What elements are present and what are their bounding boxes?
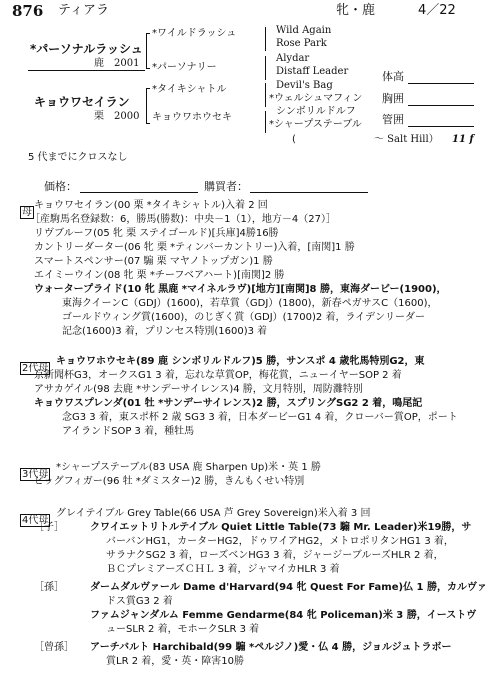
g3-3: Alydar [276,53,310,64]
height-label: 体高 [382,70,404,83]
second-dam-2: 京新聞杯G3，オークスG1 3 着，忘れな草賞OP，梅花賞，ニューイヤーSOP 2 着 [34,370,402,381]
great-grandchild-tag: ［曾孫］ [34,642,74,653]
sire-dam: *パーソナリー [152,62,217,73]
child-2: バーバンHG1，カーターHG2，ドゥワイアHG2，メトロポリタンHG1 3 着， [106,536,454,547]
dam-dam: キョウワホウセキ [152,112,232,123]
price-field[interactable] [80,192,198,193]
water-pride-1: ウォータープライド(10 牝 黒鹿 *マイネルラヴ)[地方][南関]8 勝，東海ダービー(1900)， [34,284,447,295]
dam-name: キョウワセイラン [34,95,130,109]
inbreed-note: 5 代までにクロスなし [28,152,128,163]
grandchild-1: ダームダルヴァール Dame d'Harvard(94 牝 Quest For Fame)仏 1 勝，カルヴァ [90,582,487,593]
fourth-dam-head: グレイテイブル Grey Table(66 USA 芦 Grey Sovereign)米入着 3 回 [56,508,371,519]
dam-foal-4: エイミーウイン(08 牝 栗 *チーフベアハート)[南関]2 勝 [34,270,285,281]
dam-foal-3: スマートスペンサー(07 騸 栗 マヤノトップガン)1 勝 [34,256,273,267]
grandchild-tag: ［孫］ [34,582,64,593]
water-pride-4: 記念(1600)3 着，プリンセス特別(1600)3 着 [62,326,268,337]
g3-1: Wild Again [276,25,332,36]
grandchild-4: ューSLR 2 着，モホークSLR 3 着 [106,624,260,635]
second-dam-5: 念G3 3 着，東スポ杯 2 歳 SG3 3 着，日本ダービーG1 4 着，クローバー賞OP，ポート [62,412,458,423]
dam-foal-2: カントリーダーター(06 牝 栗 *ティンバーカントリー)入着，[南関]1 勝 [34,242,355,253]
horse-name: ティアラ [58,3,109,18]
g3-7: シンボリルドルフ [276,106,356,117]
third-dam-2: ビッグフィガー(96 牡 *ダミスター)2 勝，きんもくせい特別 [34,476,305,487]
dam-foal-1: リヴブルーフ(05 牝 栗 ステイゴールド)[兵庫]4勝16勝 [34,228,279,239]
child-tag: ［子］ [34,522,64,533]
g3-2: Rose Park [276,38,327,49]
g3-6: *ウェルシュマフィン [269,93,363,104]
cannon-field[interactable] [408,126,474,127]
great-grandchild-1: アーチバルト Harchibald(99 騸 *ペルジノ)愛・仏 4 勝，ジョルジュトラボー [90,642,452,653]
grandchild-2: ドス賞G3 2 着 [106,596,173,607]
water-pride-2: 東海クイーンC（GDJ）(1600)，若草賞（GDJ）(1800)，新春ペガサスC（1600)， [62,298,438,309]
dam-sire: *タイキシャトル [152,84,227,95]
g3-4: Distaff Leader [276,66,349,77]
height-field[interactable] [408,83,474,84]
second-dam-3: アサカゲイル(98 去鹿 *サンデーサイレンス)4 勝，文月特別，周防灘特別 [34,384,363,395]
sire-color: 鹿 [94,58,104,69]
g3-8: *シャープステーブル [269,119,362,130]
cannon-label: 管囲 [382,113,404,126]
water-pride-3: ゴールドウィング賞(1600)，のじぎく賞（GDJ）(1700)2 着，ライデンリーダー [62,312,425,323]
sex-color: 牝・鹿 [336,3,376,18]
buyer-label: 購買者： [204,180,248,193]
sire-year: 2001 [114,58,140,69]
family-number: 11 f [452,134,474,145]
child-4: ＢＣプレミアーズＣＨＬ 3 着，ジャマイカHLR 3 着 [106,564,340,575]
grandchild-3: ファムジャンダルム Femme Gendarme(84 牝 Policeman)米 3 勝，イーストヴ [90,610,477,621]
sire-sire: *ワイルドラッシュ [152,28,237,39]
price-label: 価格： [44,180,77,193]
second-dam-4: キョウワスプレンダ(01 牡 *サンデーサイレンス)2 勝，スプリングSG2 2 着，鳴尾記 [34,398,423,409]
bottom-tail: ～ Salt Hill） [374,134,439,145]
second-dam-tag: 2代母 [22,363,49,374]
dam-year: 2000 [114,111,140,122]
great-grandchild-2: 賞LR 2 着，愛・英・障害10勝 [106,656,244,667]
bottom-open: ( [292,134,296,145]
third-dam-tag: 3代母 [22,469,49,480]
dam-color: 栗 [94,111,104,122]
second-dam-1: キョウワホウセキ(89 鹿 シンボリルドルフ)5 勝，サンスポ 4 歳牝馬特別G2，東 [56,356,425,367]
second-dam-6: アイランドSOP 3 着，種牡馬 [62,426,195,437]
dam-stats: ［産駒馬名登録数：6，勝馬(勝数)：中央－1（1），地方－4（27）］ [30,214,336,225]
child-1: クワイエットリトルテイブル Quiet Little Table(73 騸 Mr. Leader)米19勝，サ [90,522,472,533]
buyer-field[interactable] [250,192,368,193]
dam-tag: 母 [22,207,32,218]
child-3: サラナクSG2 3 着，ローズベンHG3 3 着，ジャージーブルーズHLR 2 着， [106,550,444,561]
sire-name: *パーソナルラッシュ [30,42,143,56]
birth-date: 4／22 [418,3,456,18]
dam-head: キョウワセイラン(00 栗 *タイキシャトル)入着 2 回 [34,200,268,211]
chest-field[interactable] [408,105,474,106]
g3-5: Devil's Bag [276,80,333,91]
fourth-dam-tag: 4代母 [22,515,49,526]
catalog-number: 876 [12,2,44,20]
chest-label: 胸囲 [382,92,404,105]
third-dam-1: *シャープステーブル(83 USA 鹿 Sharpen Up)米・英 1 勝 [56,462,321,473]
